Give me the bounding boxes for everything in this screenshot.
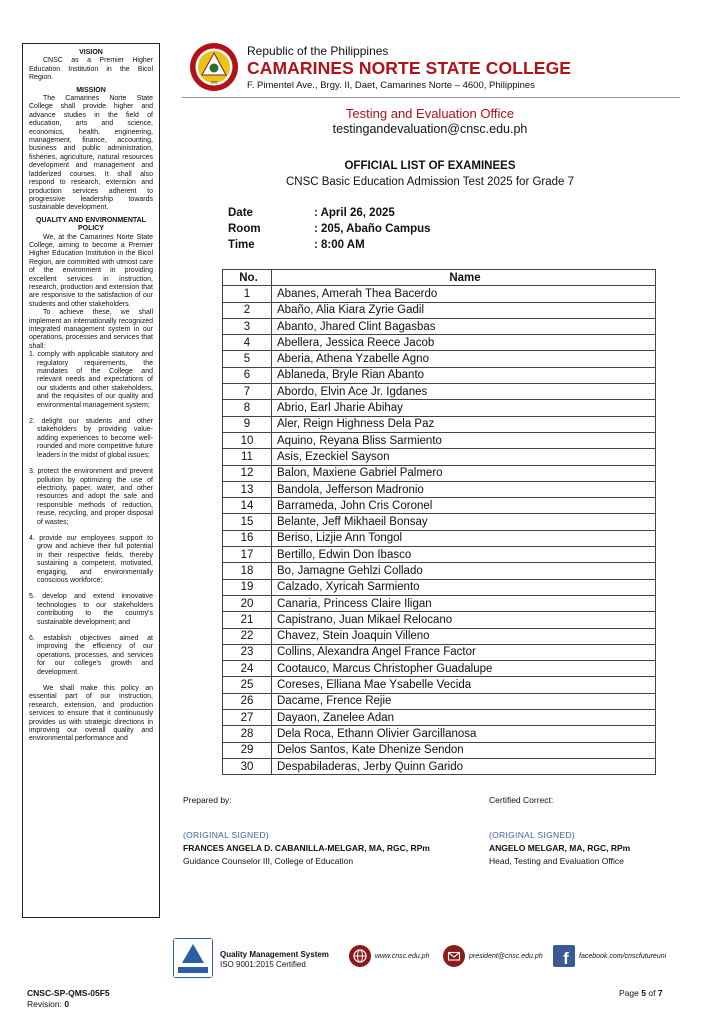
row-number: 3 [223, 318, 272, 334]
row-number: 15 [223, 514, 272, 530]
mission-heading: MISSION [76, 86, 106, 94]
certified-by-name: ANGELO MELGAR, MA, RGC, RPm [489, 843, 631, 853]
table-row [223, 693, 656, 709]
prepared-by-label: Prepared by: [183, 795, 232, 805]
globe-icon [349, 945, 371, 967]
document-subtitle: CNSC Basic Education Admission Test 2025 for Grade 7 [285, 176, 575, 188]
college-name: CAMARINES NORTE STATE COLLEGE [247, 58, 572, 78]
examinee-name: Asis, Ezeckiel Sayson [272, 449, 656, 465]
row-number: 14 [223, 498, 272, 514]
certified-by-position: Head, Testing and Evaluation Office [489, 856, 624, 866]
examinee-name: Abanes, Amerah Thea Bacerdo [272, 286, 656, 302]
time-label: Time [228, 239, 255, 251]
page-indicator [619, 988, 663, 998]
table-row [223, 481, 656, 497]
vision-text: CNSC as a Premier Higher Education Institution in the Bicol Region. [29, 57, 153, 82]
qms-certification: ISO 9001:2015 Certified [220, 960, 306, 969]
row-number: 10 [223, 432, 272, 448]
document-code: CNSC-SP-QMS-05F5 [27, 988, 110, 998]
table-row [223, 351, 656, 367]
examinee-name: Abrio, Earl Jharie Abihay [272, 400, 656, 416]
row-number: 30 [223, 758, 272, 774]
facebook-icon [553, 945, 575, 967]
row-number: 8 [223, 400, 272, 416]
table-row [223, 530, 656, 546]
table-row [223, 595, 656, 611]
examinee-name: Aberia, Athena Yzabelle Agno [272, 351, 656, 367]
sidebar-policy-box [22, 43, 160, 918]
table-row [223, 465, 656, 481]
policy-achieve: To achieve these, we shall implement an internationally recognized integrated management system in our operations, processes and services that shall: [29, 309, 153, 350]
examinee-name: Abaño, Alia Kiara Zyrie Gadil [272, 302, 656, 318]
prepared-by-position: Guidance Counselor III, College of Education [183, 856, 354, 866]
revision-value: 0 [64, 999, 70, 1009]
row-number: 1 [223, 286, 272, 302]
policy-item: 5. develop and extend innovative technologies to our stakeholders contributing to the country's sustainable development; and [29, 593, 153, 626]
examinee-name: Ablaneda, Bryle Rian Abanto [272, 367, 656, 383]
examinee-name: Despabiladeras, Jerby Quinn Garido [272, 758, 656, 774]
row-number: 7 [223, 384, 272, 400]
row-number: 20 [223, 595, 272, 611]
header-divider [182, 97, 680, 98]
prepared-signed-note: (ORIGINAL SIGNED) [183, 830, 270, 840]
policy-item: 3. protect the environment and prevent pollution by optimizing the use of electricity, paper, water, and other resources and adopt the safe and responsible methods of reduction, reuse, recycling, and proper disposal of wastes; [29, 468, 153, 526]
svg-text:f: f [563, 949, 569, 967]
mission-text: The Camarines Norte State College shall provide higher and advance studies in the field of education, arts and science, economics, health, engineering, management, finance, accounting, business and public administration, fisheries, agriculture, natural resources development and management and ladderized courses. It shall also respond to research, extension and production services adherent to progressive leadership towards sustainable development. [29, 95, 153, 212]
row-number: 29 [223, 742, 272, 758]
row-number: 11 [223, 449, 272, 465]
examinee-name: Chavez, Stein Joaquin Villeno [272, 628, 656, 644]
table-row [223, 432, 656, 448]
examinee-name: Collins, Alexandra Angel France Factor [272, 644, 656, 660]
examinee-name: Beriso, Lizjie Ann Tongol [272, 530, 656, 546]
vision-heading: VISION [79, 49, 103, 56]
table-row [223, 758, 656, 774]
examinee-name: Belante, Jeff Mikhaeil Bonsay [272, 514, 656, 530]
table-body [223, 286, 656, 775]
row-number: 25 [223, 677, 272, 693]
table-row [223, 416, 656, 432]
qms-title: Quality Management System [220, 950, 329, 959]
prepared-by-name: FRANCES ANGELA D. CABANILLA-MELGAR, MA, RGC, RPm [183, 843, 430, 853]
office-name: Testing and Evaluation Office [345, 106, 515, 121]
mail-icon [443, 945, 465, 967]
examinee-name: Aler, Reign Highness Dela Paz [272, 416, 656, 432]
policy-heading: QUALITY AND ENVIRONMENTAL POLICY [36, 216, 146, 233]
policy-list [29, 351, 153, 677]
examinee-name: Dayaon, Zanelee Adan [272, 710, 656, 726]
policy-item: 2. delight our students and other stakeholders by providing value-adding experiences to become well-rounded and more competitive future leaders in the midst of global issues; [29, 418, 153, 459]
examinee-name: Barrameda, John Cris Coronel [272, 498, 656, 514]
revision-info [27, 999, 69, 1009]
examinee-name: Calzado, Xyricah Sarmiento [272, 579, 656, 595]
row-number: 18 [223, 563, 272, 579]
row-number: 2 [223, 302, 272, 318]
table-row [223, 579, 656, 595]
row-number: 26 [223, 693, 272, 709]
tuv-certification-icon [173, 938, 213, 978]
row-number: 9 [223, 416, 272, 432]
examinee-name: Bandola, Jefferson Madronio [272, 481, 656, 497]
row-number: 27 [223, 710, 272, 726]
row-number: 21 [223, 612, 272, 628]
examinee-name: Dacame, Frence Rejie [272, 693, 656, 709]
certified-signed-note: (ORIGINAL SIGNED) [489, 830, 576, 840]
page-current: 5 [641, 988, 646, 998]
examinee-name: Abordo, Elvin Ace Jr. Igdanes [272, 384, 656, 400]
revision-label: Revision: [27, 999, 62, 1009]
examinee-name: Cootauco, Marcus Christopher Guadalupe [272, 661, 656, 677]
date-label: Date [228, 207, 253, 219]
page-label: Page [619, 988, 639, 998]
examinee-name: Balon, Maxiene Gabriel Palmero [272, 465, 656, 481]
svg-text:1992: 1992 [210, 80, 218, 85]
examinee-name: Coreses, Elliana Mae Ysabelle Vecida [272, 677, 656, 693]
table-row [223, 628, 656, 644]
date-value: : April 26, 2025 [314, 207, 395, 219]
row-number: 13 [223, 481, 272, 497]
row-number: 4 [223, 335, 272, 351]
table-row [223, 563, 656, 579]
examinee-name: Dela Roca, Ethann Olivier Garcillanosa [272, 726, 656, 742]
examinee-name: Delos Santos, Kate Dhenize Sendon [272, 742, 656, 758]
table-row [223, 644, 656, 660]
policy-item: 4. provide our employees support to grow and achieve their full potential in their respective fields, thereby sustaining a competent, motivated, engaging, and environmentally conscious workforce; [29, 534, 153, 584]
examinee-name: Bertillo, Edwin Don Ibasco [272, 547, 656, 563]
policy-intro: We, at the Camarines Norte State College, aiming to become a Premier Higher Education Institution in the Bicol Region, are committed with utmost care of the environment in providing excellent services in instruction, research, production and extension that are responsive to the satisfaction of our students and other stakeholders. [29, 233, 153, 308]
row-number: 28 [223, 726, 272, 742]
time-value: : 8:00 AM [314, 239, 365, 251]
table-row [223, 547, 656, 563]
page-of: of [648, 988, 656, 998]
table-row [223, 661, 656, 677]
table-row [223, 335, 656, 351]
table-row [223, 286, 656, 302]
row-number: 24 [223, 661, 272, 677]
examinee-name: Bo, Jamagne Gehlzi Collado [272, 563, 656, 579]
row-number: 5 [223, 351, 272, 367]
table-row [223, 710, 656, 726]
table-row [223, 367, 656, 383]
room-value: : 205, Abaño Campus [314, 223, 431, 235]
table-row [223, 726, 656, 742]
document-title: OFFICIAL LIST OF EXAMINEES [344, 160, 516, 172]
row-number: 12 [223, 465, 272, 481]
website-link[interactable]: www.cnsc.edu.ph [375, 953, 430, 960]
table-row [223, 449, 656, 465]
table-row [223, 498, 656, 514]
row-number: 22 [223, 628, 272, 644]
page-total: 7 [657, 988, 663, 998]
examinee-name: Aquino, Reyana Bliss Sarmiento [272, 432, 656, 448]
examinees-table [222, 269, 656, 775]
policy-closing: We shall make this policy an essential part of our instruction, research, extension, and production services to ensure that it continuously provides us with strategic directions in improving our overall quality and environmental performance and [29, 685, 153, 743]
president-email-link[interactable]: president@cnsc.edu.ph [469, 953, 543, 960]
republic-text: Republic of the Philippines [247, 44, 389, 58]
column-header-name: Name [272, 270, 656, 286]
table-row [223, 677, 656, 693]
college-address: F. Pimentel Ave., Brgy. II, Daet, Camarines Norte – 4600, Philippines [247, 80, 535, 91]
table-row [223, 400, 656, 416]
row-number: 16 [223, 530, 272, 546]
examinee-name: Abellera, Jessica Reece Jacob [272, 335, 656, 351]
table-row [223, 514, 656, 530]
column-header-no: No. [223, 270, 272, 286]
row-number: 6 [223, 367, 272, 383]
row-number: 17 [223, 547, 272, 563]
examinee-name: Capistrano, Juan Mikael Relocano [272, 612, 656, 628]
policy-item: 1. comply with applicable statutory and regulatory requirements, the mandates of the College and relevant needs and expectations of our students and other stakeholders, and the requisites of our quality and environmental management system; [29, 351, 153, 409]
certified-correct-label: Certified Correct: [489, 795, 554, 805]
college-seal-icon [189, 42, 239, 92]
row-number: 19 [223, 579, 272, 595]
table-header-row [223, 270, 656, 286]
examinee-name: Abanto, Jhared Clint Bagasbas [272, 318, 656, 334]
table-row [223, 742, 656, 758]
facebook-link[interactable]: facebook.com/cnscfutureuni [579, 953, 667, 960]
table-row [223, 384, 656, 400]
table-row [223, 302, 656, 318]
examinee-name: Canaria, Princess Claire Iligan [272, 595, 656, 611]
room-label: Room [228, 223, 261, 235]
row-number: 23 [223, 644, 272, 660]
table-row [223, 612, 656, 628]
table-row [223, 318, 656, 334]
office-email: testingandevaluation@cnsc.edu.ph [332, 122, 528, 136]
policy-item: 6. establish objectives aimed at improving the efficiency of our operations, processes, and services for our college's growth and development. [29, 635, 153, 676]
